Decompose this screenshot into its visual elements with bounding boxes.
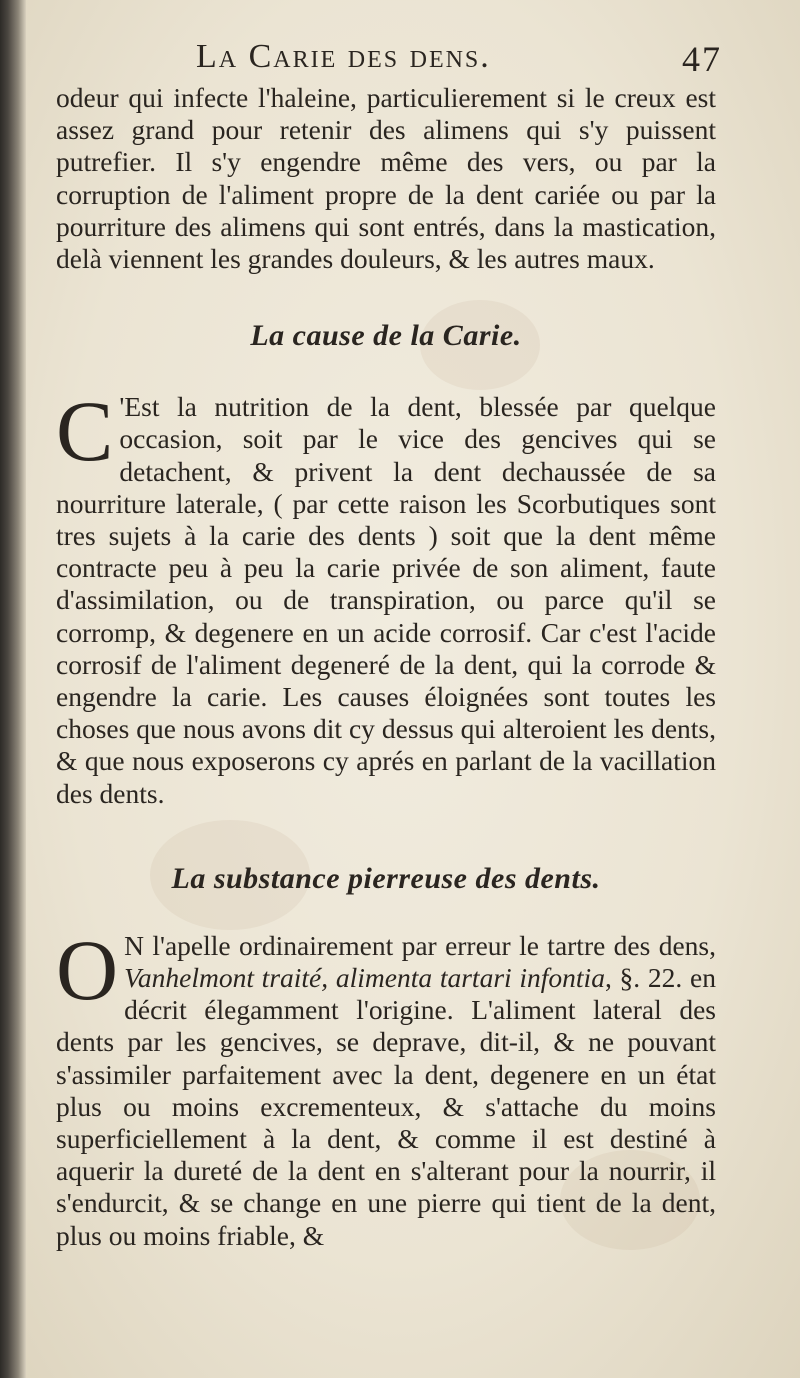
- paragraph-cause-text: 'Est la nutrition de la dent, blessée par quelque occasion, soit par le vice des gencives qui se detachent, & privent la dent dechaussée de sa nourriture laterale, ( par cette raison les Scorbutiques sont tres sujets à la carie des dents ) soit que la dent même contracte peu à peu la carie privée de son aliment, faute d'assimilation, ou de transpiration, ou parce qu'il se corromp, & degenere en un acide corrosif. Car c'est l'acide corrosif de l'aliment degeneré de la dent, qui la corrode & engendre la carie. Les causes éloignées sont toutes les choses que nous avons dit cy dessus qui alteroient les dents, & que nous exposerons cy aprés en parlant de la vacillation des dents.: [56, 391, 716, 809]
- page-number: 47: [682, 39, 722, 79]
- paragraph-stone-citation: Vanhelmont traité, alimenta tartari infontia: [124, 962, 605, 994]
- section-heading-stone: La substance pierreuse des dents.: [171, 861, 601, 895]
- drop-cap: C: [56, 383, 114, 480]
- paragraph-stone-text-a: N l'apelle ordinairement par erreur le tartre des dens,: [124, 929, 716, 961]
- running-title: La Carie des dens.: [196, 38, 491, 75]
- drop-cap: O: [56, 921, 119, 1018]
- section-heading-cause: La cause de la Carie.: [250, 319, 522, 353]
- paragraph-cause: [56, 383, 716, 810]
- paragraph-continuation: odeur qui infecte l'haleine, particulierement si le creux est assez grand pour retenir des alimens qui s'y puissent putrefier. Il s'y engendre même des vers, ou par la corruption de l'aliment propre de la dent cariée ou par la pourriture des alimens qui sont entrés, dans la mastication, delà viennent les grandes douleurs, & les autres maux.: [56, 82, 716, 275]
- paragraph-stone: [56, 921, 716, 1252]
- page-gutter-shadow: [0, 0, 26, 1378]
- running-head: [56, 30, 722, 82]
- paragraph-stone-text-b: , §. 22. en décrit élegamment l'origine. L'aliment lateral des dents par les gencives, se deprave, dit-il, & ne pouvant s'assimiler parfaitement avec la dent, degenere en un état plus ou moins excrementeux, & s'attache du moins superficiellement à la dent, & comme il est destiné à aquerir la dureté de la dent en s'alterant pour la nourrir, il s'endurcit, & se change en une pierre qui tient de la dent, plus ou moins friable, &: [56, 962, 716, 1251]
- text-block: [56, 30, 722, 1252]
